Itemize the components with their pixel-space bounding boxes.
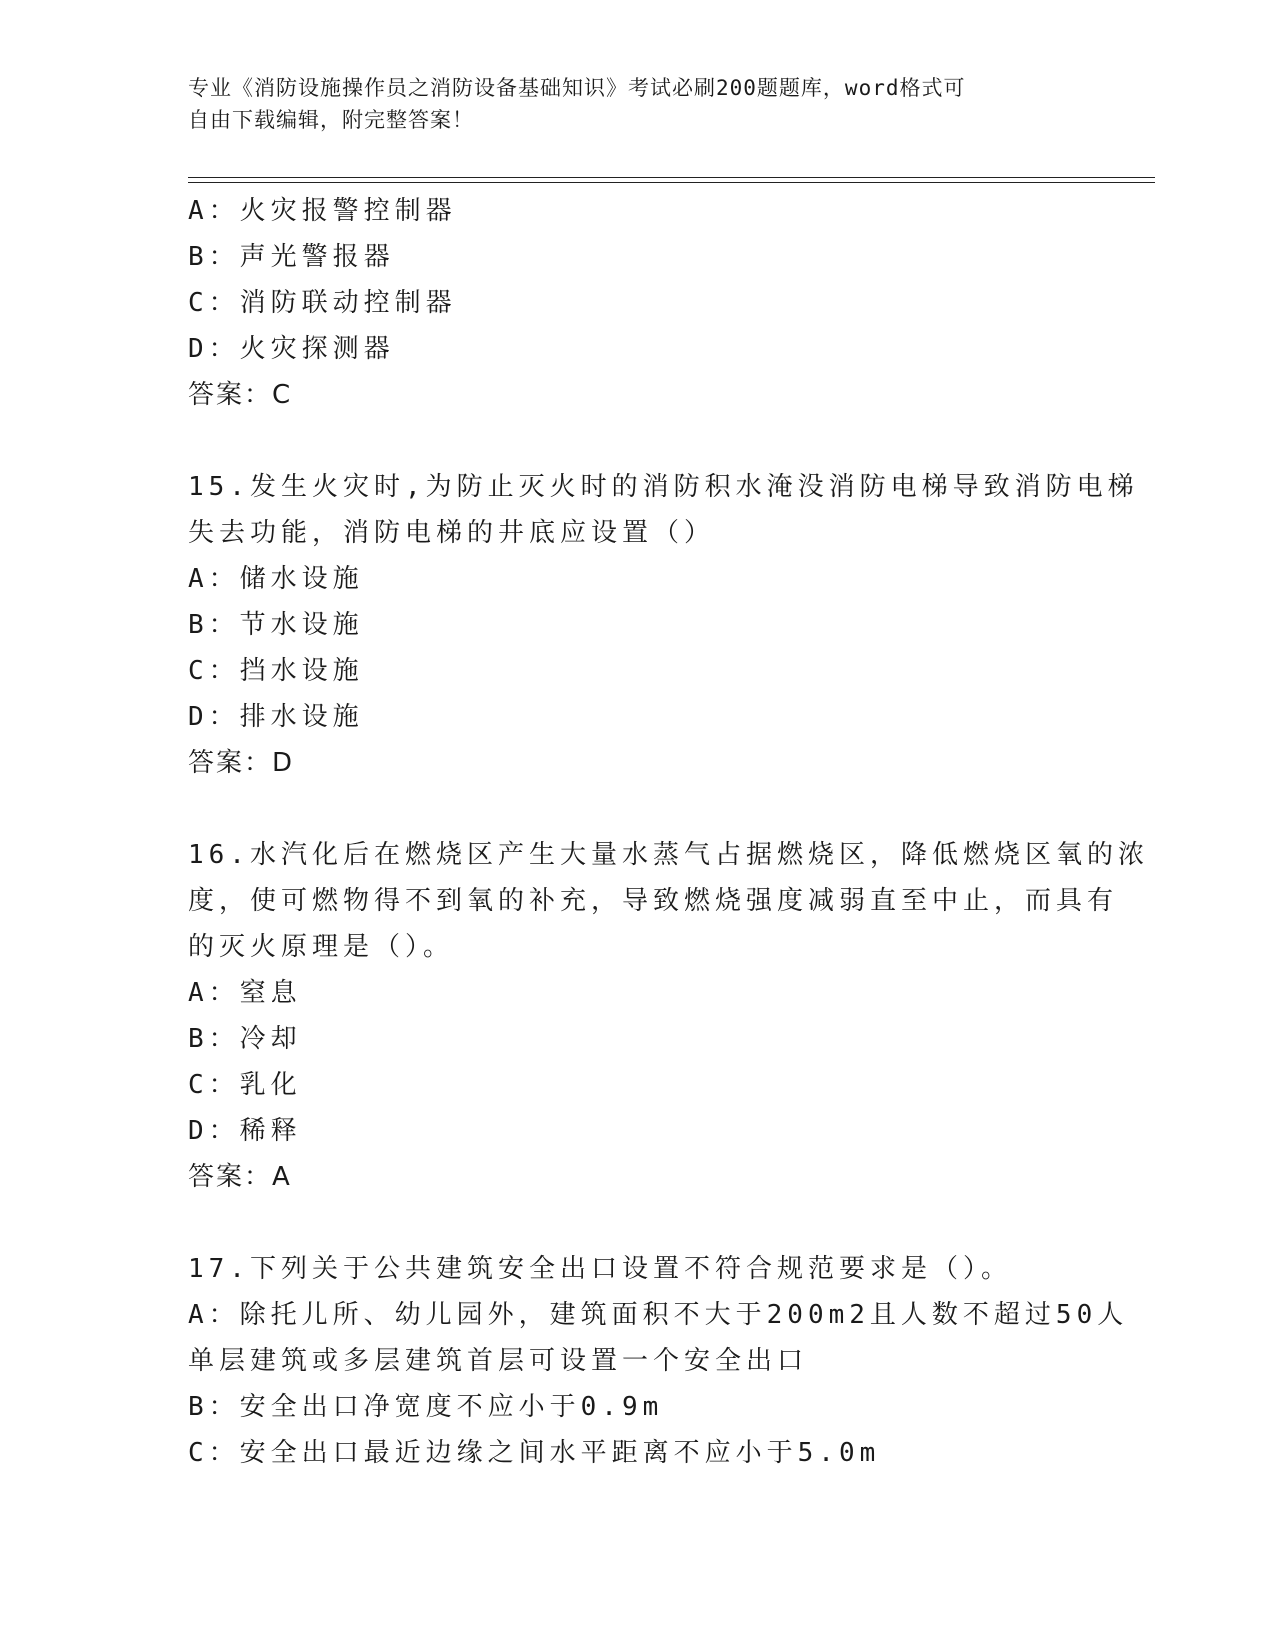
option-b: B：安全出口净宽度不应小于0.9m [188, 1392, 664, 1422]
header-divider-bottom [188, 182, 1155, 183]
answer-line: 答案：D [188, 748, 295, 778]
option-d: D：火灾探测器 [188, 334, 395, 364]
option-a-continued: 单层建筑或多层建筑首层可设置一个安全出口 [188, 1346, 809, 1376]
spacer [188, 786, 1088, 832]
document-header [188, 72, 1088, 136]
option-d: D：排水设施 [188, 702, 364, 732]
option-c: C：安全出口最近边缘之间水平距离不应小于5.0m [188, 1438, 881, 1468]
question-block [188, 1246, 1129, 1476]
option-c: C：乳化 [188, 1070, 302, 1100]
question-block [188, 188, 1088, 418]
question-text: 17.下列关于公共建筑安全出口设置不符合规范要求是（）。 [188, 1254, 1012, 1284]
option-c: C：挡水设施 [188, 656, 364, 686]
question-block [188, 464, 1139, 786]
question-text: 的灭火原理是（）。 [188, 932, 455, 962]
answer-line: 答案：A [188, 1162, 292, 1192]
question-text: 失去功能，消防电梯的井底应设置（） [188, 518, 716, 548]
option-a: A：火灾报警控制器 [188, 196, 457, 226]
question-list [188, 188, 1149, 1476]
option-b: B：冷却 [188, 1024, 302, 1054]
question-text: 16.水汽化后在燃烧区产生大量水蒸气占据燃烧区，降低燃烧区氧的浓 [188, 840, 1149, 870]
header-line-1: 专业《消防设施操作员之消防设备基础知识》考试必刷200题题库，word格式可 [188, 76, 966, 100]
option-c: C：消防联动控制器 [188, 288, 457, 318]
option-b: B：节水设施 [188, 610, 364, 640]
question-text: 15.发生火灾时,为防止灭火时的消防积水淹没消防电梯导致消防电梯 [188, 472, 1139, 502]
question-block [188, 832, 1149, 1200]
option-a: A：窒息 [188, 978, 302, 1008]
option-a: A：除托儿所、幼儿园外，建筑面积不大于200m2且人数不超过50人 [188, 1300, 1129, 1330]
header-divider-top [188, 177, 1155, 178]
option-a: A：储水设施 [188, 564, 364, 594]
answer-line: 答案：C [188, 380, 293, 410]
spacer [188, 418, 1088, 464]
spacer [188, 1200, 1088, 1246]
option-d: D：稀释 [188, 1116, 302, 1146]
question-text: 度，使可燃物得不到氧的补充，导致燃烧强度减弱直至中止，而具有 [188, 886, 1119, 916]
header-line-2: 自由下载编辑，附完整答案！ [188, 108, 474, 132]
option-b: B：声光警报器 [188, 242, 395, 272]
